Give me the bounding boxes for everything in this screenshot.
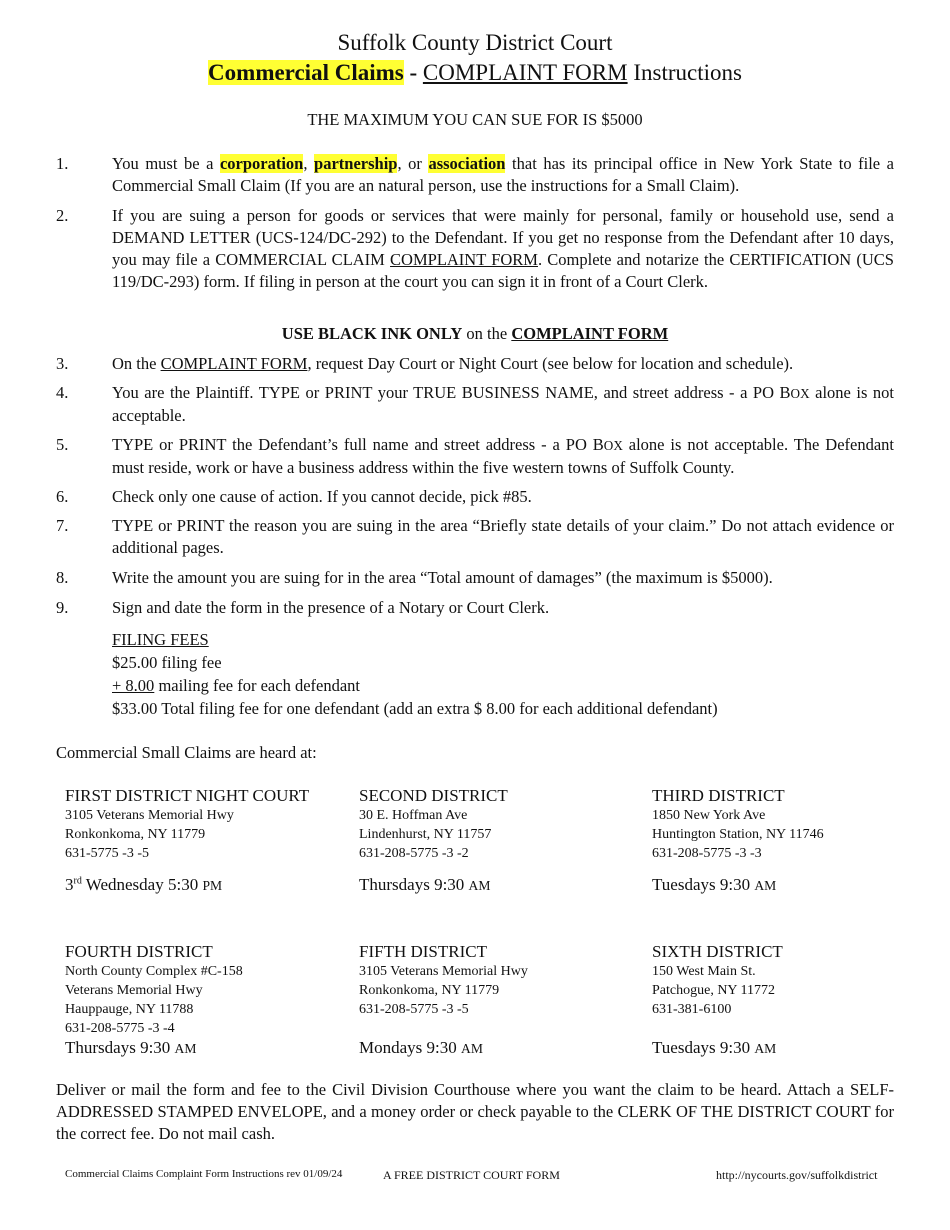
footer-free-form: A FREE DISTRICT COURT FORM [383, 1168, 560, 1182]
court-phone: 631-208-5775 -3 -2 [359, 846, 469, 861]
item-text: TYPE or PRINT the Defendant’s full name and street address - a PO BOX alone is not acceptable. The Defendant must reside, work or have a business address within the five western towns of Suffolk County. [112, 435, 894, 477]
court-fifth-district [359, 942, 649, 1057]
court-schedule: Mondays 9:30 AM [359, 1038, 483, 1057]
court-name: Suffolk County District Court [337, 30, 613, 55]
item-number: 7. [56, 516, 69, 535]
item-number: 3. [56, 354, 69, 373]
delivery-instructions: Deliver or mail the form and fee to the Civil Division Courthouse where you want the claim to be heard. Attach a SELF-ADDRESSED STAMPED ENVELOPE, and a money order or check payable to the CLERK OF THE DISTRICT COURT for the correct fee. Do not mail cash. [56, 1080, 894, 1143]
instruction-item-3 [56, 353, 894, 375]
court-address-line: Hauppauge, NY 11788 [65, 1002, 194, 1017]
max-amount-notice: THE MAXIMUM YOU CAN SUE FOR IS $5000 [307, 110, 643, 129]
footer-url: http://nycourts.gov/suffolkdistrict [716, 1168, 878, 1182]
fees-heading: FILING FEES [112, 630, 209, 649]
instructions-word: Instructions [627, 60, 742, 85]
court-name: FIRST DISTRICT NIGHT COURT [65, 786, 310, 805]
court-address-line: 30 E. Hoffman Ave [359, 808, 468, 823]
court-phone: 631-208-5775 -3 -3 [652, 846, 762, 861]
black-ink-notice: USE BLACK INK ONLY on the COMPLAINT FORM [281, 324, 669, 343]
court-address-line: Huntington Station, NY 11746 [652, 827, 824, 842]
court-second-district [359, 786, 649, 894]
fee-line-filing: $25.00 filing fee [112, 653, 222, 672]
item-text: TYPE or PRINT the reason you are suing in the area “Briefly state details of your claim.” Do not attach evidence or additional pages. [112, 516, 894, 557]
heard-at-label: Commercial Small Claims are heard at: [56, 743, 317, 762]
court-third-district [652, 786, 942, 894]
item-number: 1. [56, 154, 69, 173]
instruction-item-9 [56, 597, 894, 619]
form-name: COMPLAINT FORM [422, 60, 628, 85]
form-title [0, 60, 950, 86]
court-sixth-district [652, 942, 942, 1057]
item-text: Check only one cause of action. If you cannot decide, pick #85. [112, 487, 532, 506]
item-text: You must be a corporation, partnership, or association that has its principal office in New York State to file a Commercial Small Claim (If you are an natural person, use the instructions for a Small Claim). [112, 154, 895, 195]
form-type-highlight: Commercial Claims [208, 60, 404, 85]
item-text: You are the Plaintiff. TYPE or PRINT your TRUE BUSINESS NAME, and street address - a PO BOX alone is not acceptable. [112, 383, 894, 425]
court-name: FIFTH DISTRICT [359, 942, 487, 961]
instruction-item-4 [56, 382, 894, 427]
court-address-line: Ronkonkoma, NY 11779 [65, 827, 206, 842]
instruction-item-8 [56, 567, 894, 589]
court-name: FOURTH DISTRICT [65, 942, 213, 961]
court-address-line: Ronkonkoma, NY 11779 [359, 983, 500, 998]
court-schedule: Thursdays 9:30 AM [65, 1038, 197, 1057]
filing-fees [112, 628, 718, 720]
court-name: SECOND DISTRICT [359, 786, 508, 805]
court-phone: 631-5775 -3 -5 [65, 846, 149, 861]
court-address-line: Veterans Memorial Hwy [65, 983, 203, 998]
item-number: 5. [56, 435, 69, 454]
court-name: THIRD DISTRICT [652, 786, 785, 805]
item-number: 8. [56, 568, 69, 587]
item-text: Sign and date the form in the presence of a Notary or Court Clerk. [112, 598, 550, 617]
item-number: 2. [56, 206, 69, 225]
item-number: 9. [56, 598, 69, 617]
court-schedule: Tuesdays 9:30 AM [652, 1038, 777, 1057]
court-address-line: 3105 Veterans Memorial Hwy [359, 964, 528, 979]
court-schedule: Thursdays 9:30 AM [359, 875, 491, 894]
instruction-item-7 [56, 515, 894, 559]
court-address-line: 1850 New York Ave [652, 808, 766, 823]
court-first-district [65, 786, 355, 894]
item-text: If you are suing a person for goods or services that were mainly for personal, family or household use, send a DEMAND LETTER (UCS-124/DC-292) to the Defendant. If you get no response from the Defendant after 10 days, you may file a COMMERCIAL CLAIM COMPLAINT FORM. Complete and notarize the CERTIFICATION (UCS 119/DC-293) form. If filing in person at the court you can sign it in front of a Court Clerk. [112, 206, 894, 291]
court-phone: 631-208-5775 -3 -4 [65, 1021, 175, 1036]
instruction-item-1 [56, 153, 894, 197]
court-phone: 631-208-5775 -3 -5 [359, 1002, 469, 1017]
item-number: 6. [56, 487, 69, 506]
court-address-line: North County Complex #C-158 [65, 964, 243, 979]
court-fourth-district [65, 942, 355, 1057]
item-text: On the COMPLAINT FORM, request Day Court or Night Court (see below for location and schedule). [112, 354, 794, 373]
fee-line-mailing: + 8.00 mailing fee for each defendant [112, 676, 360, 695]
court-address-line: 150 West Main St. [652, 964, 756, 979]
instruction-item-6 [56, 486, 894, 508]
court-schedule: Tuesdays 9:30 AM [652, 875, 777, 894]
item-number: 4. [56, 383, 69, 402]
court-schedule: 3rd Wednesday 5:30 PM [65, 875, 223, 894]
court-address-line: Patchogue, NY 11772 [652, 983, 775, 998]
instruction-item-5 [56, 434, 894, 479]
court-name: SIXTH DISTRICT [652, 942, 783, 961]
court-phone: 631-381-6100 [652, 1002, 732, 1017]
instruction-item-2 [56, 205, 894, 293]
footer-revision: Commercial Claims Complaint Form Instructions rev 01/09/24 [65, 1168, 343, 1180]
item-text: Write the amount you are suing for in the area “Total amount of damages” (the maximum is $5000). [112, 568, 773, 587]
court-address-line: 3105 Veterans Memorial Hwy [65, 808, 234, 823]
title-dash: - [403, 60, 423, 85]
court-address-line: Lindenhurst, NY 11757 [359, 827, 492, 842]
fee-line-total: $33.00 Total filing fee for one defendant (add an extra $ 8.00 for each additional defendant) [112, 699, 718, 718]
